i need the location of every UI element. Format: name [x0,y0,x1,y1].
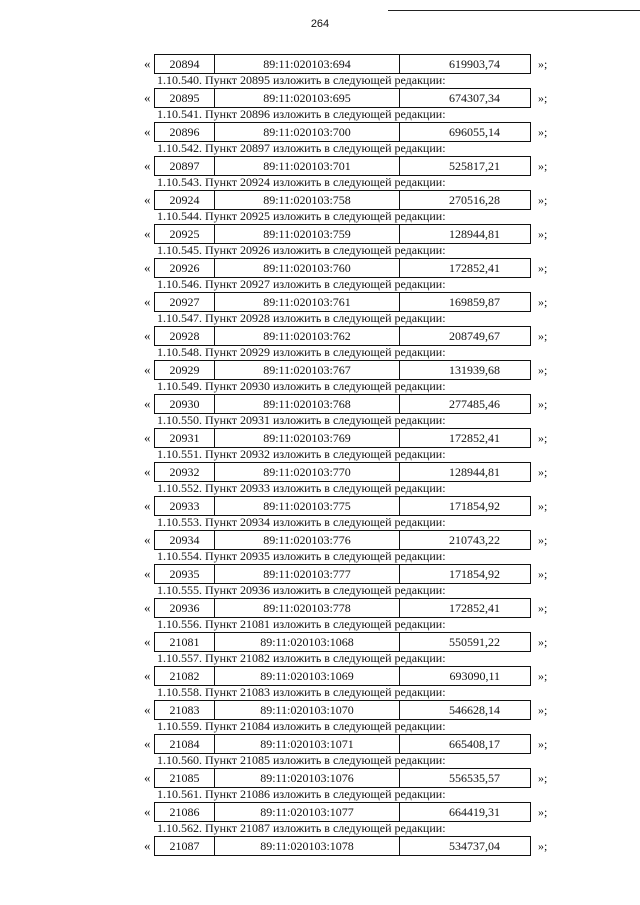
closing-quote: »; [538,193,548,207]
closing-quote: »; [538,499,548,513]
table-cells [154,836,531,856]
table-row [0,258,640,278]
table-cells [154,292,531,312]
value-cell: 619903,74 [449,57,500,71]
cadastral-number-cell: 89:11:020103:759 [215,225,400,243]
item-number-cell: 21084 [155,735,215,753]
amendment-instruction: 1.10.552. Пункт 20933 изложить в следующей редакции: [157,481,446,495]
cadastral-number-cell: 89:11:020103:1069 [215,667,400,685]
amendment-instruction: 1.10.545. Пункт 20926 изложить в следующей редакции: [157,243,446,257]
amendment-entry [0,720,640,754]
closing-quote: »; [538,329,548,343]
amendment-entry [0,448,640,482]
amendment-entry [0,754,640,788]
item-number-cell: 20933 [155,497,215,515]
table-row [0,496,640,516]
table-cells [154,530,531,550]
table-cells [154,802,531,822]
cadastral-number-cell: 89:11:020103:1077 [215,803,400,821]
value-cell: 556535,57 [449,771,500,785]
item-number-cell: 21087 [155,837,215,855]
closing-quote: »; [538,703,548,717]
amendment-instruction: 1.10.561. Пункт 21086 изложить в следующей редакции: [157,787,446,801]
closing-quote: »; [538,567,548,581]
value-cell: 693090,11 [449,669,500,683]
table-row [0,224,640,244]
table-cells [154,768,531,788]
item-number-cell: 20897 [155,157,215,175]
amendment-instruction: 1.10.542. Пункт 20897 изложить в следующей редакции: [157,141,446,155]
amendment-instruction: 1.10.551. Пункт 20932 изложить в следующей редакции: [157,447,446,461]
cadastral-number-cell: 89:11:020103:769 [215,429,400,447]
item-number-cell: 20934 [155,531,215,549]
amendment-entry [0,142,640,176]
opening-quote: « [144,294,151,309]
value-cell: 172852,41 [449,431,500,445]
amendment-instruction: 1.10.540. Пункт 20895 изложить в следующей редакции: [157,73,446,87]
value-cell: 550591,22 [449,635,500,649]
table-cells [154,156,531,176]
amendment-instruction: 1.10.543. Пункт 20924 изложить в следующей редакции: [157,175,446,189]
cadastral-number-cell: 89:11:020103:758 [215,191,400,209]
amendment-entry [0,686,640,720]
opening-quote: « [144,464,151,479]
table-cells [154,360,531,380]
table-cells [154,258,531,278]
table-cells [154,462,531,482]
cadastral-number-cell: 89:11:020103:1078 [215,837,400,855]
item-number-cell: 20931 [155,429,215,447]
item-number-cell: 20929 [155,361,215,379]
item-number-cell: 21083 [155,701,215,719]
amendment-entry [0,516,640,550]
opening-quote: « [144,124,151,139]
amendment-entry [0,210,640,244]
opening-quote: « [144,566,151,581]
item-number-cell: 20896 [155,123,215,141]
item-number-cell: 20935 [155,565,215,583]
opening-quote: « [144,362,151,377]
amendment-instruction: 1.10.556. Пункт 21081 изложить в следующей редакции: [157,617,446,631]
amendment-instruction: 1.10.544. Пункт 20925 изложить в следующей редакции: [157,209,446,223]
table-row [0,88,640,108]
table-row [0,428,640,448]
table-cells [154,496,531,516]
amendment-entry [0,380,640,414]
closing-quote: »; [538,397,548,411]
opening-quote: « [144,634,151,649]
closing-quote: »; [538,295,548,309]
closing-quote: »; [538,533,548,547]
value-cell: 171854,92 [449,499,500,513]
closing-quote: »; [538,771,548,785]
amendment-entry [0,52,640,74]
item-number-cell: 20928 [155,327,215,345]
closing-quote: »; [538,601,548,615]
opening-quote: « [144,90,151,105]
opening-quote: « [144,226,151,241]
table-row [0,292,640,312]
table-row [0,768,640,788]
table-row [0,462,640,482]
amendment-entry [0,584,640,618]
table-row [0,394,640,414]
page-number: 264 [310,18,330,30]
cadastral-number-cell: 89:11:020103:695 [215,89,400,107]
opening-quote: « [144,260,151,275]
amendment-entry [0,312,640,346]
opening-quote: « [144,328,151,343]
amendment-entry [0,278,640,312]
value-cell: 128944,81 [449,465,500,479]
table-row [0,122,640,142]
amendment-entry [0,550,640,584]
closing-quote: »; [538,805,548,819]
opening-quote: « [144,396,151,411]
table-cells [154,394,531,414]
table-row [0,190,640,210]
item-number-cell: 21081 [155,633,215,651]
closing-quote: »; [538,669,548,683]
amendment-instruction: 1.10.549. Пункт 20930 изложить в следующей редакции: [157,379,446,393]
table-cells [154,88,531,108]
value-cell: 270516,28 [449,193,500,207]
closing-quote: »; [538,159,548,173]
table-cells [154,224,531,244]
table-row [0,598,640,618]
value-cell: 664419,31 [449,805,500,819]
cadastral-number-cell: 89:11:020103:700 [215,123,400,141]
amendment-instruction: 1.10.546. Пункт 20927 изложить в следующей редакции: [157,277,446,291]
table-cells [154,326,531,346]
value-cell: 665408,17 [449,737,500,751]
opening-quote: « [144,770,151,785]
value-cell: 674307,34 [449,91,500,105]
value-cell: 525817,21 [449,159,500,173]
value-cell: 128944,81 [449,227,500,241]
closing-quote: »; [538,125,548,139]
item-number-cell: 20894 [155,55,215,73]
opening-quote: « [144,668,151,683]
cadastral-number-cell: 89:11:020103:778 [215,599,400,617]
amendment-entry [0,346,640,380]
amendment-instruction: 1.10.547. Пункт 20928 изложить в следующей редакции: [157,311,446,325]
opening-quote: « [144,498,151,513]
table-row [0,666,640,686]
item-number-cell: 20926 [155,259,215,277]
amendment-entry [0,74,640,108]
table-row [0,700,640,720]
amendment-instruction: 1.10.558. Пункт 21083 изложить в следующей редакции: [157,685,446,699]
table-cells [154,598,531,618]
opening-quote: « [144,804,151,819]
item-number-cell: 21082 [155,667,215,685]
amendment-entry [0,108,640,142]
amendment-entry [0,414,640,448]
amendment-entry [0,618,640,652]
amendment-instruction: 1.10.554. Пункт 20935 изложить в следующей редакции: [157,549,446,563]
opening-quote: « [144,702,151,717]
amendment-instruction: 1.10.560. Пункт 21085 изложить в следующей редакции: [157,753,446,767]
item-number-cell: 20924 [155,191,215,209]
cadastral-number-cell: 89:11:020103:1070 [215,701,400,719]
closing-quote: »; [538,261,548,275]
amendment-instruction: 1.10.559. Пункт 21084 изложить в следующей редакции: [157,719,446,733]
cadastral-number-cell: 89:11:020103:1071 [215,735,400,753]
table-row [0,530,640,550]
amendment-entry [0,244,640,278]
value-cell: 172852,41 [449,601,500,615]
value-cell: 172852,41 [449,261,500,275]
document-body [0,52,640,856]
closing-quote: »; [538,91,548,105]
closing-quote: »; [538,635,548,649]
table-row [0,802,640,822]
closing-quote: »; [538,57,548,71]
amendment-instruction: 1.10.548. Пункт 20929 изложить в следующей редакции: [157,345,446,359]
amendment-entry [0,176,640,210]
opening-quote: « [144,736,151,751]
value-cell: 696055,14 [449,125,500,139]
table-cells [154,632,531,652]
item-number-cell: 20895 [155,89,215,107]
table-cells [154,666,531,686]
amendment-instruction: 1.10.562. Пункт 21087 изложить в следующей редакции: [157,821,446,835]
table-cells [154,564,531,584]
item-number-cell: 21086 [155,803,215,821]
value-cell: 210743,22 [449,533,500,547]
cadastral-number-cell: 89:11:020103:775 [215,497,400,515]
cadastral-number-cell: 89:11:020103:777 [215,565,400,583]
amendment-entry [0,822,640,856]
cadastral-number-cell: 89:11:020103:701 [215,157,400,175]
opening-quote: « [144,838,151,853]
closing-quote: »; [538,839,548,853]
value-cell: 169859,87 [449,295,500,309]
item-number-cell: 21085 [155,769,215,787]
item-number-cell: 20936 [155,599,215,617]
value-cell: 131939,68 [449,363,500,377]
closing-quote: »; [538,465,548,479]
amendment-instruction: 1.10.557. Пункт 21082 изложить в следующей редакции: [157,651,446,665]
closing-quote: »; [538,737,548,751]
opening-quote: « [144,532,151,547]
table-row [0,564,640,584]
closing-quote: »; [538,227,548,241]
table-row [0,360,640,380]
cadastral-number-cell: 89:11:020103:776 [215,531,400,549]
table-cells [154,428,531,448]
cadastral-number-cell: 89:11:020103:1068 [215,633,400,651]
opening-quote: « [144,192,151,207]
cadastral-number-cell: 89:11:020103:1076 [215,769,400,787]
amendment-instruction: 1.10.550. Пункт 20931 изложить в следующей редакции: [157,413,446,427]
table-cells [154,122,531,142]
closing-quote: »; [538,363,548,377]
cadastral-number-cell: 89:11:020103:762 [215,327,400,345]
amendment-entry [0,788,640,822]
item-number-cell: 20927 [155,293,215,311]
value-cell: 171854,92 [449,567,500,581]
value-cell: 208749,67 [449,329,500,343]
table-cells [154,190,531,210]
cadastral-number-cell: 89:11:020103:760 [215,259,400,277]
item-number-cell: 20925 [155,225,215,243]
table-cells [154,734,531,754]
table-cells [154,54,531,74]
amendment-entry [0,482,640,516]
value-cell: 546628,14 [449,703,500,717]
cadastral-number-cell: 89:11:020103:768 [215,395,400,413]
opening-quote: « [144,430,151,445]
table-row [0,54,640,74]
opening-quote: « [144,158,151,173]
cadastral-number-cell: 89:11:020103:694 [215,55,400,73]
cadastral-number-cell: 89:11:020103:767 [215,361,400,379]
table-cells [154,700,531,720]
value-cell: 534737,04 [449,839,500,853]
item-number-cell: 20930 [155,395,215,413]
opening-quote: « [144,56,151,71]
table-row [0,734,640,754]
closing-quote: »; [538,431,548,445]
cadastral-number-cell: 89:11:020103:761 [215,293,400,311]
table-row [0,156,640,176]
amendment-instruction: 1.10.541. Пункт 20896 изложить в следующей редакции: [157,107,446,121]
opening-quote: « [144,600,151,615]
top-rule [388,10,640,11]
value-cell: 277485,46 [449,397,500,411]
amendment-entry [0,652,640,686]
table-row [0,836,640,856]
table-row [0,632,640,652]
table-row [0,326,640,346]
amendment-instruction: 1.10.553. Пункт 20934 изложить в следующей редакции: [157,515,446,529]
cadastral-number-cell: 89:11:020103:770 [215,463,400,481]
item-number-cell: 20932 [155,463,215,481]
amendment-instruction: 1.10.555. Пункт 20936 изложить в следующей редакции: [157,583,446,597]
